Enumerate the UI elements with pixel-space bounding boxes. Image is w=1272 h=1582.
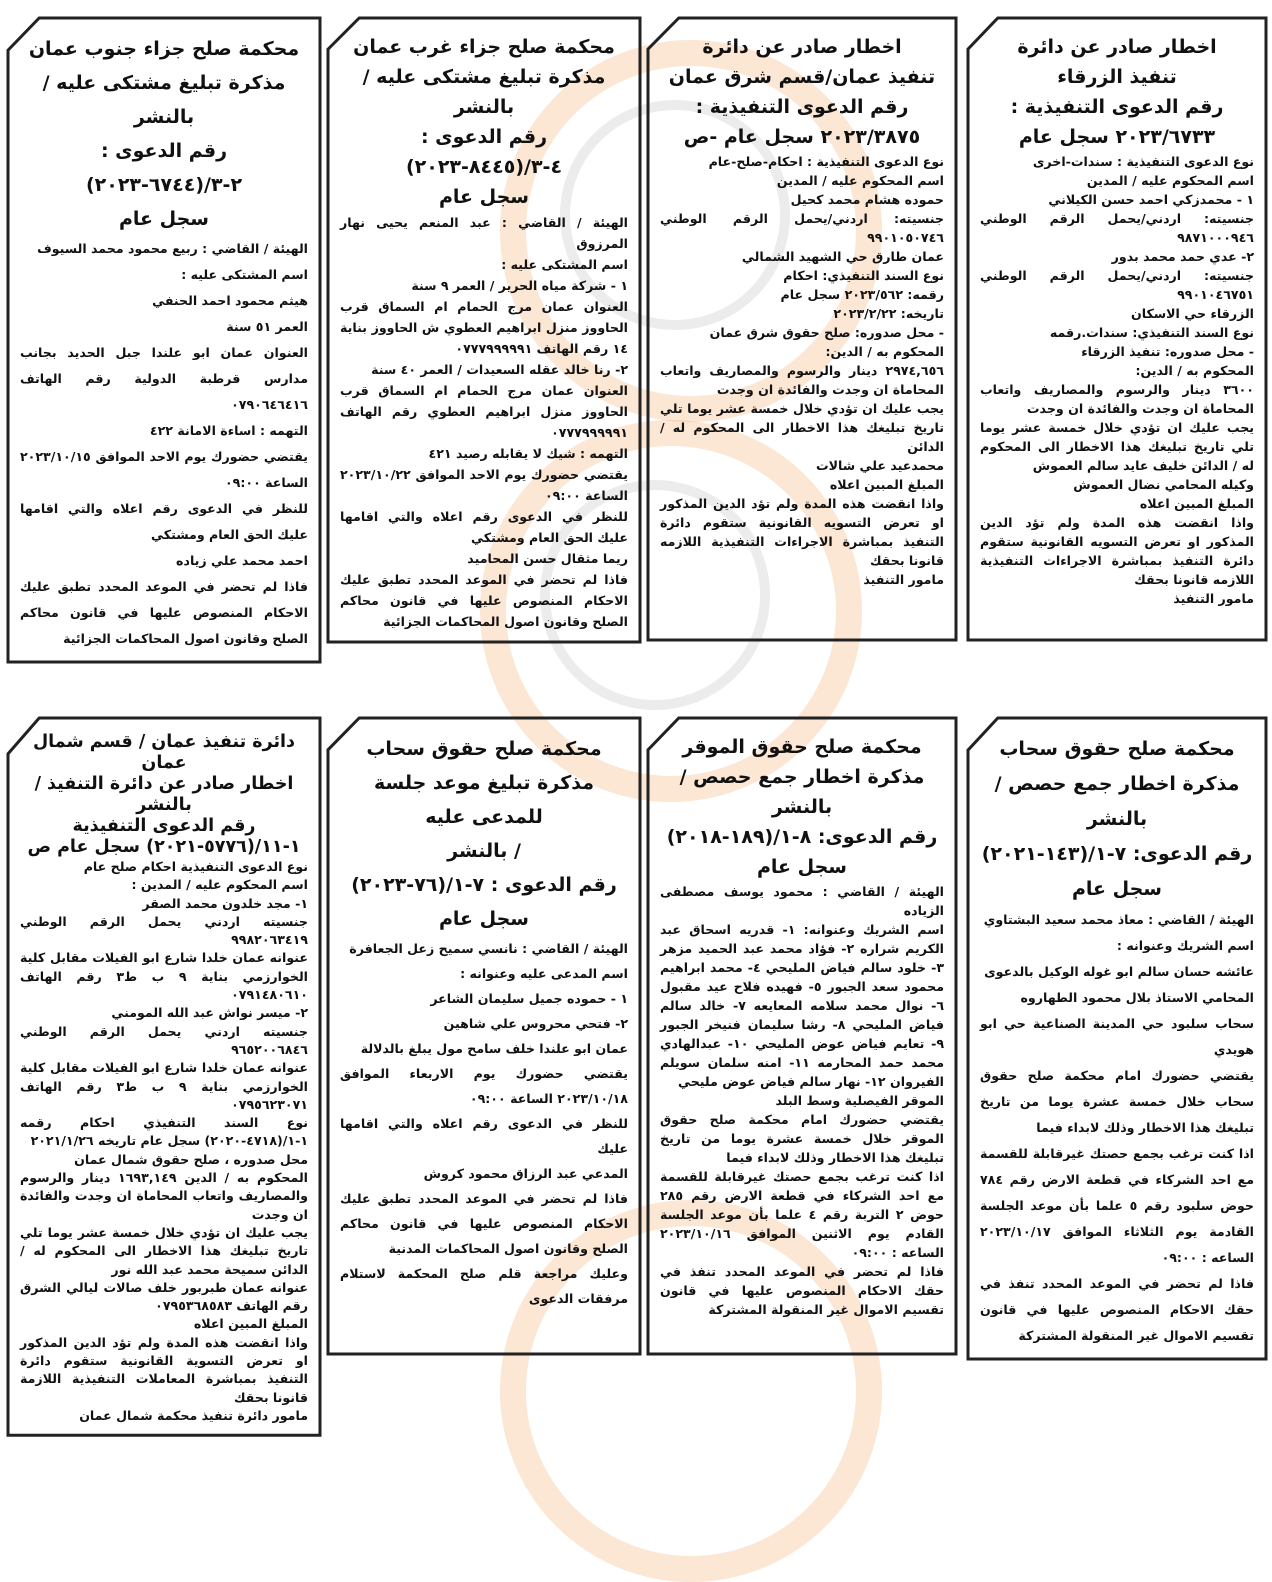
notice-paragraph: اذا كنت ترغب بجمع حصتك غيرقابلة للقسمة مع احد الشركاء في قطعة الارض رقم ٧٨٤ حوض سلبود رقم ٥ علما بأن موعد الجلسة القادمة يوم الثلاثاء الموافق ٢٠٢٣/١٠/١٧ الساعه : ٠٩:٠٠ (980, 1146, 1254, 1265)
notice-heading (20, 32, 308, 236)
notice-title-line: رقم الدعوى: ٧-١/(١٤٣-٢٠٢١) (981, 843, 1253, 865)
notice-paragraph: يقتضي حضورك يوم الاحد الموافق ٢٠٢٣/١٠/١٥ الساعة ٠٩:٠٠ (20, 449, 308, 490)
notice-title-line: محكمة صلح حقوق سحاب (366, 738, 602, 760)
notice-heading (340, 32, 628, 212)
notice-paragraph: الزرقاء حي الاسكان (1130, 306, 1254, 321)
notice-paragraph: جنسيته: اردني/يحمل الرقم الوطني ٩٨٧١٠٠٠٩٤٦ (980, 211, 1254, 245)
notice-title-line: اخطار صادر عن دائرة (702, 36, 902, 58)
notice-paragraph: واذا انقضت هذه المدة ولم تؤد الدين المذكور او تعرض التسويه القانونية ستقوم دائرة التنفيذ بمباشرة الاجراءات التنفيذية اللازمه قانونا بحقك (660, 496, 944, 568)
notice-paragraph: يقتضي حضورك يوم الاربعاء الموافق ٢٠٢٣/١٠/١٨ الساعة ٠٩:٠٠ (340, 1066, 628, 1106)
notice-paragraph: ١ - شركة مياه الحرير / العمر ٩ سنة (411, 278, 628, 293)
notice-title-line: رقم الدعوى التنفيذية : (695, 96, 909, 118)
notice-title-line: رقم الدعوى: ٨-١/(١٨٩-٢٠١٨) (666, 826, 938, 848)
notice-paragraph: اسم المحكوم عليه / المدين (776, 173, 944, 188)
notice-paragraph: ٢- رنا خالد عقله السعيدات / العمر ٤٠ سنة (371, 362, 628, 377)
notice-box (8, 718, 320, 1435)
notice-title-line: سجل عام (1072, 878, 1162, 900)
notice-title-line: مذكرة تبليغ موعد جلسة للمدعى عليه (374, 772, 594, 828)
notice-paragraph: الهيئة / القاضي : محمود يوسف مصطفى الزياده (660, 884, 944, 918)
notice-paragraph: يقتضي حضورك امام محكمة صلح حقوق سحاب خلال خمسة عشرة يوما من تاريخ تبليغك هذا الاخطار وذلك لابداء فيما (980, 1068, 1254, 1135)
notice-body (340, 936, 628, 1311)
notice-paragraph: نوع السند التنفيذي: احكام (783, 268, 944, 283)
notice-paragraph: التهمه : شيك لا يقابله رصيد ٤٢١ (428, 446, 628, 461)
notice-body (660, 152, 944, 589)
notice-paragraph: فاذا لم تحضر في الموعد المحدد تطبق عليك الاحكام المنصوص عليها في قانون محاكم الصلح وقانون اصول المحاكمات الجزائية (340, 572, 628, 629)
notice-title-line: محكمة صلح جزاء غرب عمان (353, 36, 615, 58)
notice-title-line: سجل عام (439, 908, 529, 930)
notice-paragraph: نوع السند التنفيذي احكام رقمه ١-١/(٤٧١٨-٢٠٢٠) سجل عام تاريخه ٢٠٢١/١/٢٦ (20, 1115, 308, 1149)
notice-paragraph: جنسيته اردني يحمل الرقم الوطني ٩٦٥٢٠٠٦٨٤٦ (20, 1023, 308, 1057)
notice-title-line: محكمة صلح حقوق الموقر (682, 736, 922, 758)
notice-paragraph: للنظر في الدعوى رقم اعلاه والتي اقامها عليك الحق العام ومشتكي (20, 501, 308, 542)
notice-paragraph: ١ - محمدزكي احمد حسن الكيلاني (1048, 192, 1254, 207)
notice-paragraph: محل صدوره ، صلح حقوق شمال عمان (74, 1151, 308, 1167)
notice-paragraph: مامور دائرة تنفيذ محكمة شمال عمان (79, 1407, 308, 1423)
notice-paragraph: للنظر في الدعوى رقم اعلاه والتي اقامها عليك (340, 1116, 628, 1156)
notice-paragraph: - محل صدوره: صلح حقوق شرق عمان (709, 325, 944, 340)
notice-title-line: تنفيذ الزرقاء (1057, 66, 1177, 88)
notice-title-line: اخطار صادر عن دائرة التنفيذ / بالنشر (34, 774, 294, 815)
notice-paragraph: المبلغ المبين اعلاه (1139, 496, 1254, 511)
notice-box (648, 718, 956, 1354)
notice-body (20, 236, 308, 652)
notice-paragraph: العنوان عمان مرج الحمام ام السماق قرب الحاووز منزل ابراهيم العطوي ش الحاووز بناية ١٤ رقم الهاتف ٠٧٧٧٩٩٩٩٩١ (340, 299, 628, 356)
notice-paragraph: الهيئة / القاضي : معاذ محمد سعيد البشتاوي (983, 912, 1254, 927)
notice-paragraph: المحكوم به / الدين: (1135, 363, 1254, 378)
notice-paragraph: رقمه: ٢٠٢٣/٥٦٢ سجل عام (780, 287, 944, 302)
notice-paragraph: مامور التنفيذ (1173, 591, 1254, 606)
notice-title-line: سجل عام (439, 186, 529, 208)
notice-paragraph: يجب عليك ان تؤدي خلال خمسة عشر يوما تلي تاريخ تبليغك هذا الاخطار الى المحكوم له / الدائن خليف عايد سالم العموش (980, 420, 1254, 473)
notice-paragraph: المحامي الاستاذ بلال محمود الطهاروه (1020, 990, 1254, 1005)
notice-heading (660, 32, 944, 152)
notice-paragraph: هيثم محمود احمد الحنفي (152, 293, 308, 308)
notice-title-line: سجل عام (119, 208, 209, 230)
notice-paragraph: اسم المشتكى عليه : (501, 257, 628, 272)
notice-paragraph: عمان ابو علندا خلف سامح مول يبلغ بالدلالة (360, 1041, 628, 1056)
notice-paragraph: المبلغ المبين اعلاه (193, 1316, 308, 1332)
notice-paragraph: اسم الشريك وعنوانه : (1116, 938, 1254, 953)
notice-body (20, 858, 308, 1425)
notice-title-line: مذكرة اخطار جمع حصص / بالنشر (679, 766, 925, 818)
notice-heading (980, 32, 1254, 152)
notice-title-line: اخطار صادر عن دائرة (1017, 36, 1217, 58)
notice-heading (980, 732, 1254, 907)
notice-paragraph: يقتضي حضورك امام محكمة صلح حقوق الموقر خلال خمسة عشرة يوما من تاريخ تبليغك هذا الاخطار وذلك لابداء فيما (660, 1112, 944, 1165)
notice-paragraph: المحكوم به / الدين: (825, 344, 944, 359)
notice-title-line: محكمة صلح جزاء جنوب عمان (28, 38, 300, 60)
notice-paragraph: اسم المدعى عليه وعنوانه : (460, 966, 628, 981)
notice-paragraph: عنوانه عمان خلدا شارع ابو الفيلات مقابل كلية الخوارزمي بناية ٩ ب ط٣ رقم الهاتف ٠٧٩٥٦٢٣٠٧١ (20, 1060, 308, 1112)
notice-paragraph: للنظر في الدعوى رقم اعلاه والتي اقامها عليك الحق العام ومشتكي (340, 509, 628, 545)
notice-paragraph: المحكوم به / الدين ١٦٩٣,١٤٩ دينار والرسوم والمصاريف واتعاب المحاماة ان وجدت والفائدة ان وجدت (20, 1170, 308, 1222)
notice-paragraph: نوع الدعوى التنفيذية : احكام-صلح-عام (708, 154, 944, 169)
notice-paragraph: عنوانه عمان خلدا شارع ابو الفيلات مقابل كلية الخوارزمي بناية ٩ ب ط٣ رقم الهاتف ٠٧٩١٤٨٠٦١٠ (20, 950, 308, 1003)
notice-title-line: مذكرة تبليغ مشتكى عليه / بالنشر (42, 72, 286, 128)
notice-box (328, 18, 640, 642)
notice-paragraph: العنوان عمان ابو علندا جبل الحديد بجانب مدارس قرطبة الدولية رقم الهاتف ٠٧٩٠٦٤٦٤١٦ (20, 345, 308, 412)
notice-paragraph: اسم المشتكى عليه : (181, 267, 308, 282)
notice-paragraph: الهيئة / القاضي : عبد المنعم يحيى نهار المرزوق (340, 215, 628, 251)
notice-paragraph: المبلغ المبين اعلاه (829, 477, 944, 492)
notice-paragraph: - محل صدوره: تنفيذ الزرقاء (1081, 344, 1254, 359)
notice-body (340, 212, 628, 632)
notice-paragraph: نوع السند التنفيذي: سندات.رقمه (1049, 325, 1254, 340)
notice-title-line: رقم الدعوى التنفيذية : (1010, 96, 1224, 118)
notice-paragraph: ٢- فتحي محروس علي شاهين (443, 1016, 628, 1031)
notice-paragraph: ١- مجد خلدون محمد الصقر (142, 895, 308, 911)
notice-paragraph: واذا انقضت هذه المدة ولم تؤد الدين المذكور او تعرض التسويه القانونية ستقوم دائرة التنفيذ بمباشرة الاجراءات التنفيذية اللازمه قانونا بحقك (980, 515, 1254, 587)
notice-paragraph: يجب عليك ان تؤدي خلال خمسة عشر يوما تلي تاريخ تبليغك هذا الاخطار الى المحكوم له / الدائن سميحة محمد عبد الله نور (20, 1224, 308, 1277)
notice-paragraph: ريما مثقال حسن المحاميد (467, 551, 628, 566)
notice-paragraph: اسم المحكوم عليه / المدين : (131, 877, 308, 893)
notice-paragraph: عمان طارق حي الشهيد الشمالي (741, 249, 944, 264)
notice-paragraph: الموقر الفيصلية وسط البلد (775, 1093, 944, 1108)
notice-title-line: رقم الدعوى التنفيذية ١-١١/(٥٧٧٦-٢٠٢١) سجل عام ص (27, 816, 301, 857)
notice-title-line: ٢٠٢٣/٣٨٧٥ سجل عام -ص (683, 126, 921, 148)
notice-heading (660, 732, 944, 882)
notice-paragraph: ٢- ميسر نواش عبد الله المومني (111, 1005, 308, 1021)
notice-title-line: سجل عام (757, 856, 847, 878)
notice-paragraph: فاذا لم تحضر في الموعد المحدد تطبق عليك الاحكام المنصوص عليها في قانون محاكم الصلح وقانون اصول المحاكمات الجزائية (20, 579, 308, 646)
notice-box (8, 18, 320, 662)
notice-paragraph: ٢- عدي حمد محمد بدور (1111, 249, 1254, 264)
notice-box (648, 18, 956, 640)
notice-paragraph: احمد محمد علي زياده (176, 553, 308, 568)
notice-title-line: / بالنشر (447, 840, 521, 862)
notice-body (660, 882, 944, 1319)
notice-title-line: دائرة تنفيذ عمان / قسم شمال عمان (32, 732, 296, 773)
notice-box (328, 718, 640, 1354)
notice-paragraph: يقتضي حضورك يوم الاحد الموافق ٢٠٢٣/١٠/٢٢ الساعة ٠٩:٠٠ (340, 467, 628, 503)
notice-paragraph: محمدعيد علي شالات (815, 458, 944, 473)
notice-paragraph: ١ - حموده جميل سليمان الشاعر (430, 991, 628, 1006)
notice-paragraph: عنوانه عمان طبربور خلف صالات ليالي الشرق رقم الهاتف ٠٧٩٥٣٦٨٥٨٣ (20, 1279, 308, 1314)
notice-paragraph: فاذا لم تحضر في الموعد المحدد تطبق عليك الاحكام المنصوص عليها في قانون محاكم الصلح وقانون اصول المحاكمات المدنية (340, 1191, 628, 1256)
notice-paragraph: اسم الشريك وعنوانه: ١- قدريه اسحاق عبد الكريم شراره ٢- فؤاد محمد عبد الحميد مزهر ٣- خلود سالم فياض المليحي ٤- محمد ابراهيم محمود سعد الجبور ٥- فهيده فلاح عيد مقبول ٦- نوال محمد سلامه المعايعه ٧- خالد سالم فياض المليحي ٨- رشا سليمان فنيخر الجبور ٩- تعايم فياض عوض المليحي ١٠- عبدالهادي محمد حمد المحارمه ١١- امنه سلمان سويلم الفيروان ١٢- نهار سالم فياض عوض مليحي (660, 922, 944, 1089)
notice-paragraph: مامور التنفيذ (863, 572, 944, 587)
notice-paragraph: ٣٦٠٠ دينار والرسوم والمصاريف واتعاب المحاماة ان وجدت والفائدة ان وجدت (980, 382, 1254, 416)
notice-paragraph: وكيله المحامي نضال العموش (1073, 477, 1254, 492)
notice-box (968, 18, 1266, 640)
notice-paragraph: حموده هشام محمد كحيل (790, 192, 944, 207)
notice-paragraph: سحاب سلبود حي المدينة الصناعية حي ابو هويدي (980, 1016, 1254, 1057)
notice-paragraph: جنسيته: اردني/يحمل الرقم الوطني ٩٩٠١٠٥٠٧٤٦ (660, 211, 944, 245)
notice-title-line: مذكرة اخطار جمع حصص / بالنشر (994, 773, 1240, 830)
notice-heading (20, 732, 308, 858)
notice-title-line: رقم الدعوى : ٧-١/(٧٦-٢٠٢٣) (351, 874, 617, 896)
notice-title-line: رقم الدعوى : ٤-٣/(٨٤٤٥-٢٠٢٣) (405, 126, 563, 178)
notice-paragraph: عائشه حسان سالم ابو غوله الوكيل بالدعوى (984, 964, 1254, 979)
notice-paragraph: فاذا لم تحضر في الموعد المحدد تنفذ في حقك الاحكام المنصوص عليها في قانون تقسيم الاموال غير المنقولة المشتركة (660, 1264, 944, 1317)
notice-paragraph: جنسيته: اردني/يحمل الرقم الوطني ٩٩٠١٠٤٦٧٥١ (980, 268, 1254, 302)
notice-title-line: مذكرة تبليغ مشتكى عليه / بالنشر (362, 66, 606, 118)
notice-body (980, 152, 1254, 608)
notice-box (968, 718, 1266, 1359)
notice-paragraph: التهمه : اساءة الامانة ٤٢٢ (149, 423, 308, 438)
notice-paragraph: اذا كنت ترغب بجمع حصتك غيرقابلة للقسمة مع احد الشركاء في قطعة الارض رقم ٢٨٥ حوض ٢ التربة رقم ٤ علما بأن موعد الجلسة القادم يوم الاثنين الموافق ٢٠٢٣/١٠/١٦ الساعه : ٠٩:٠٠ (660, 1169, 944, 1260)
notice-paragraph: واذا انقضت هذه المدة ولم تؤد الدين المذكور او تعرض التسوية القانونية ستقوم دائرة التنفيذ بمباشرة المعاملات التنفيذية اللازمة قانونا بحقك (20, 1334, 308, 1405)
notice-paragraph: فاذا لم تحضر في الموعد المحدد تنفذ في حقك الاحكام المنصوص عليها في قانون تقسيم الاموال غير المنقولة المشتركة (980, 1276, 1254, 1343)
notice-paragraph: الهيئة / القاضي : نانسي سميح زعل الجعافرة (349, 941, 628, 956)
notice-body (980, 907, 1254, 1349)
notice-title-line: رقم الدعوى : ٢-٣/(٦٧٤٤-٢٠٢٣) (85, 140, 243, 196)
notice-paragraph: المدعي عبد الرزاق محمود كروش (423, 1166, 628, 1181)
notice-paragraph: اسم المحكوم عليه / المدين (1086, 173, 1254, 188)
notice-paragraph: وعليك مراجعة قلم صلح المحكمة لاستلام مرفقات الدعوى (340, 1266, 628, 1306)
notice-paragraph: العمر ٥١ سنة (226, 319, 308, 334)
notice-title-line: محكمة صلح حقوق سحاب (999, 738, 1235, 760)
notice-paragraph: ٢٩٧٤,٦٥٦ دينار والرسوم والمصاريف واتعاب المحاماة ان وجدت والفائدة ان وجدت (660, 363, 944, 397)
notice-paragraph: نوع الدعوى التنفيذية : سندات-اخرى (1032, 154, 1254, 169)
notice-paragraph: نوع الدعوى التنفيذية احكام صلح عام (83, 859, 308, 874)
notice-paragraph: يجب عليك ان تؤدي خلال خمسة عشر يوما تلي تاريخ تبليغك هذا الاخطار الى المحكوم له / الدائن (660, 401, 944, 454)
notice-heading (340, 732, 628, 936)
notice-title-line: تنفيذ عمان/قسم شرق عمان (668, 66, 936, 88)
notice-title-line: ٢٠٢٣/٦٧٣٣ سجل عام (1018, 126, 1216, 148)
notice-paragraph: العنوان عمان مرج الحمام ام السماق قرب الحاووز منزل ابراهيم العطوي رقم الهاتف ٠٧٧٧٩٩٩٩٩١ (340, 383, 628, 440)
notice-paragraph: جنسيته اردني يحمل الرقم الوطني ٩٩٨٢٠٦٣٤١٩ (20, 913, 308, 948)
notice-paragraph: الهيئة / القاضي : ربيع محمود محمد السيوف (37, 241, 308, 256)
notice-paragraph: تاريخه: ٢٠٢٣/٢/٢٢ (833, 306, 944, 321)
